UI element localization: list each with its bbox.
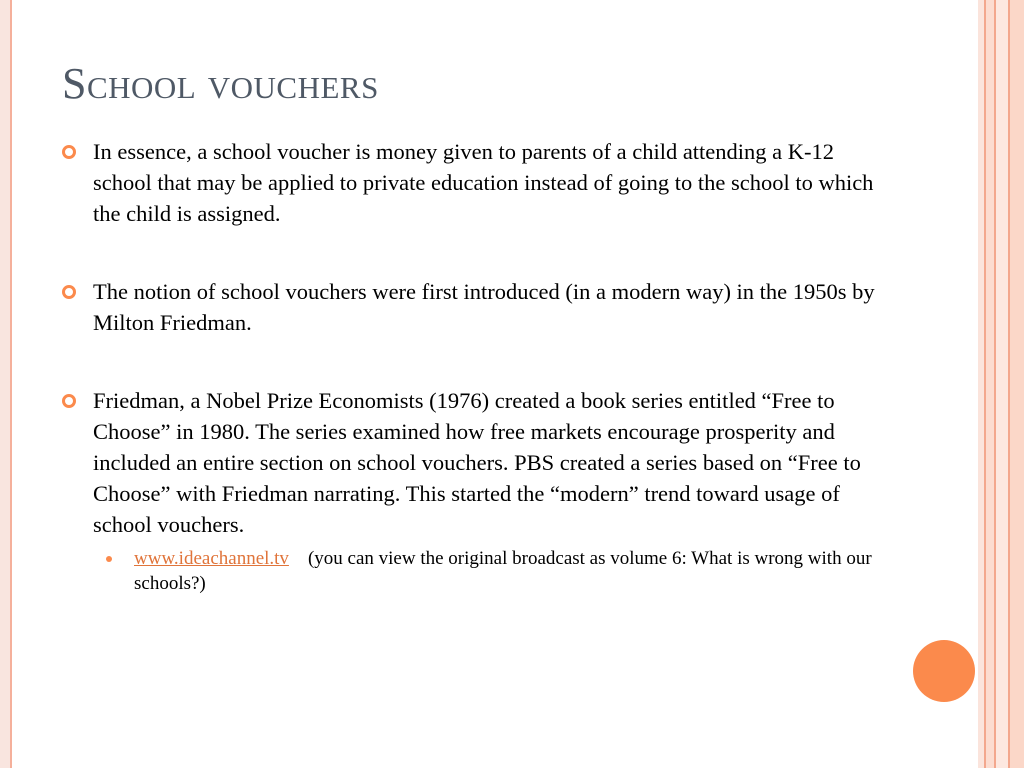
sub-bullet-text: (you can view the original broadcast as volume 6: What is wrong with our schools?) xyxy=(134,548,872,594)
slide-title: School vouchers xyxy=(62,59,379,108)
bullet-text: In essence, a school voucher is money given to parents of a child attending a K-12 school that may be applied to private education instead of going to the school to which the child is assigned. xyxy=(93,139,874,226)
bullet-text: Friedman, a Nobel Prize Economists (1976) created a book series entitled “Free to Choose” in 1980. The series examined how free markets encourage prosperity and included an entire section on school vouchers. PBS created a series based on “Free to Choose” with Friedman narrating. This started the “modern” trend toward usage of school vouchers. xyxy=(93,388,861,537)
ideachannel-link[interactable]: www.ideachannel.tv xyxy=(134,548,289,569)
sub-bullet-dot-icon xyxy=(106,556,112,562)
bullet-text: The notion of school vouchers were first introduced (in a modern way) in the 1950s by Milton Friedman. xyxy=(93,279,875,335)
bullet-ring-icon xyxy=(62,145,76,159)
bullet-item xyxy=(62,276,882,338)
slide-content xyxy=(62,136,882,596)
right-stripe-decoration xyxy=(996,0,1008,768)
sub-bullet-item xyxy=(62,546,882,596)
orange-circle-decoration xyxy=(913,640,975,702)
bullet-ring-icon xyxy=(62,394,76,408)
right-stripe-decoration xyxy=(1010,0,1024,768)
bullet-item xyxy=(62,136,882,229)
left-border-decoration xyxy=(0,0,12,768)
right-stripe-decoration xyxy=(986,0,994,768)
bullet-ring-icon xyxy=(62,285,76,299)
bullet-item xyxy=(62,385,882,540)
